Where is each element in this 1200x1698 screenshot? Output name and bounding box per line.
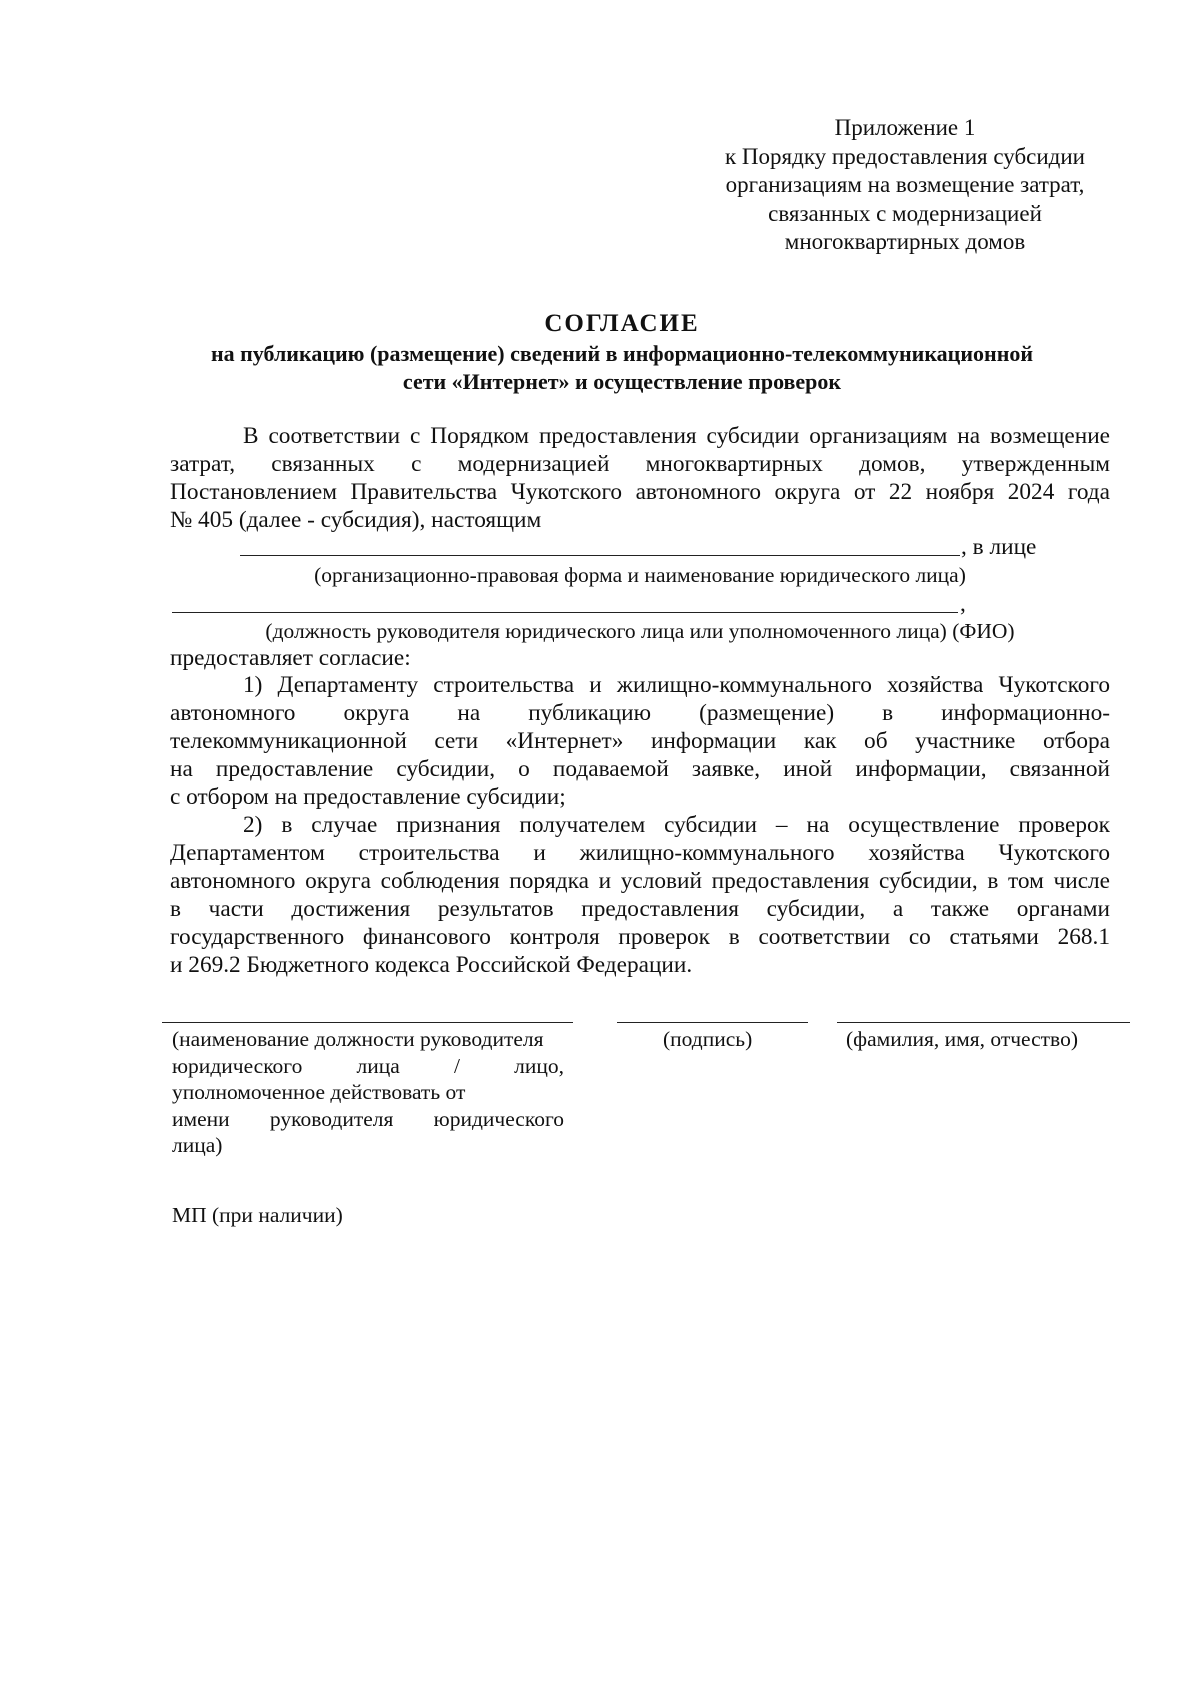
position-label-line: юридического лица / лицо,: [172, 1053, 564, 1078]
item2-line: Департаментом строительства и жилищно-коммунального хозяйства Чукотского: [170, 840, 1110, 866]
item1-line: на предоставление субсидии, о подаваемой заявке, иной информации, связанной: [170, 756, 1110, 782]
item2-line: 2) в случае признания получателем субсидии – на осуществление проверок: [243, 812, 1110, 838]
stamp-label: МП (при наличии): [172, 1203, 343, 1227]
consent-intro: предоставляет согласие:: [170, 645, 411, 671]
person-caption: (должность руководителя юридического лица или уполномоченного лица) (ФИО): [265, 619, 1015, 643]
subtitle-line: на публикацию (размещение) сведений в информационно-телекоммуникационной: [210, 341, 1034, 366]
document-title: СОГЛАСИЕ: [544, 310, 700, 337]
organization-blank-suffix: , в лице: [961, 534, 1037, 560]
item2-line: в части достижения результатов предоставления субсидии, а также органами: [170, 896, 1110, 922]
organization-blank-line[interactable]: [240, 555, 960, 556]
position-label-line: имени руководителя юридического: [172, 1106, 564, 1131]
appendix-line: Приложение 1: [834, 115, 976, 140]
appendix-line: многоквартирных домов: [784, 229, 1026, 254]
person-blank-line[interactable]: [172, 612, 958, 613]
person-blank-suffix: ,: [960, 591, 966, 617]
intro-line: затрат, связанных с модернизацией многоквартирных домов, утвержденным: [170, 451, 1110, 477]
position-label: [172, 1026, 564, 1159]
intro-line: № 405 (далее - субсидия), настоящим: [170, 507, 542, 533]
item1-line: автономного округа на публикацию (размещение) в информационно-: [170, 700, 1110, 726]
full-name-label: (фамилия, имя, отчество): [846, 1027, 1078, 1051]
signature-label: (подпись): [663, 1027, 753, 1051]
item2-line: государственного финансового контроля проверок в соответствии со статьями 268.1: [170, 924, 1110, 950]
item1-line: телекоммуникационной сети «Интернет» информации как об участнике отбора: [170, 728, 1110, 754]
item1-line: с отбором на предоставление субсидии;: [170, 784, 566, 810]
signature-line[interactable]: [617, 1022, 808, 1023]
position-label-line: лица): [172, 1133, 223, 1157]
item2-line: автономного округа соблюдения порядка и условий предоставления субсидии, в том числе: [170, 868, 1110, 894]
intro-line: Постановлением Правительства Чукотского автономного округа от 22 ноября 2024 года: [170, 479, 1110, 505]
appendix-line: связанных с модернизацией: [768, 200, 1042, 226]
item1-line: 1) Департаменту строительства и жилищно-коммунального хозяйства Чукотского: [243, 672, 1110, 698]
position-label-line: (наименование должности руководителя: [172, 1027, 544, 1051]
document-subtitle: [150, 340, 1094, 396]
organization-caption: (организационно-правовая форма и наименование юридического лица): [314, 563, 966, 587]
subtitle-line: сети «Интернет» и осуществление проверок: [402, 369, 842, 394]
appendix-line: к Порядку предоставления субсидии: [725, 143, 1085, 169]
appendix-line: организациям на возмещение затрат,: [725, 172, 1085, 197]
intro-line: В соответствии с Порядком предоставления субсидии организациям на возмещение: [243, 423, 1110, 449]
position-signature-line[interactable]: [162, 1022, 573, 1023]
item2-line: и 269.2 Бюджетного кодекса Российской Федерации.: [170, 952, 693, 978]
full-name-signature-line[interactable]: [837, 1022, 1130, 1023]
position-label-line: уполномоченное действовать от: [172, 1080, 466, 1104]
appendix-header: [690, 114, 1120, 257]
